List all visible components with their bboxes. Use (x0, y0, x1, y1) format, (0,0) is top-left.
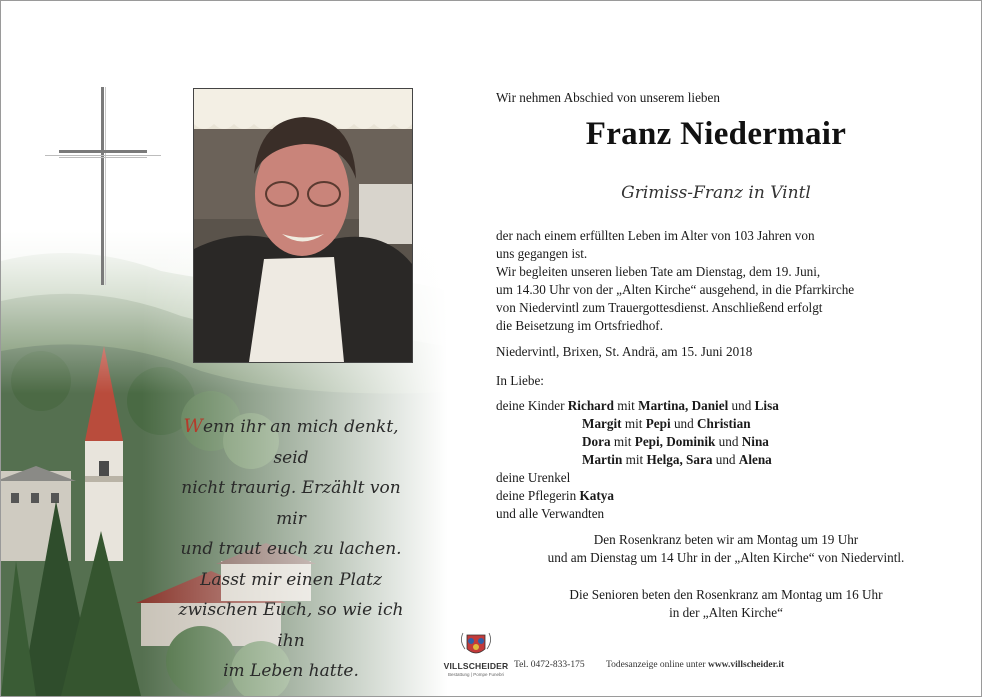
family-row: Martin mit Helga, Sara und Alena (582, 452, 772, 467)
body-line: der nach einem erfüllten Leben im Alter von 103 Jahren von (496, 228, 815, 243)
poem-line-5: zwischen Euch, so wie ich ihn (178, 600, 404, 651)
cross-icon (45, 87, 163, 287)
phone-number: Tel. 0472-833-175 (514, 660, 585, 670)
nickname: Grimiss-Franz in Vintl (621, 183, 811, 203)
poem-line-2: nicht traurig. Erzählt von mir (181, 478, 401, 529)
senior-line: in der „Alten Kirche“ (669, 605, 783, 620)
poem-initial: W (183, 415, 203, 437)
in-liebe-label: In Liebe: (496, 373, 544, 388)
poem-line-3: und traut euch zu lachen. (180, 539, 402, 559)
rosary-line: Den Rosenkranz beten wir am Montag um 19 Uhr (593, 532, 859, 547)
body-line: uns gegangen ist. (496, 246, 588, 261)
body-line: von Niedervintl zum Trauergottesdienst. Anschließend erfolgt (496, 300, 823, 315)
brand-subtitle: Bestattung | Pompe Funebri (448, 672, 504, 677)
deceased-name: Franz Niedermair (585, 116, 847, 152)
memorial-poem (173, 411, 409, 687)
family-list (496, 397, 936, 523)
senior-rosary-notice (496, 586, 956, 622)
notice-body (496, 227, 936, 335)
family-row: deine Pflegerin Katya (496, 488, 614, 503)
poem-line-1: Wenn ihr an mich denkt, seid (183, 415, 399, 468)
website-line: Todesanzeige online unter www.villscheider.it (606, 660, 785, 670)
place-date: Niedervintl, Brixen, St. Andrä, am 15. Juni 2018 (496, 344, 753, 359)
poem-line-4: Lasst mir einen Platz (200, 569, 382, 590)
family-row: Dora mit Pepi, Dominik und Nina (582, 434, 769, 449)
brand-name: VILLSCHEIDER (443, 661, 509, 671)
body-line: um 14.30 Uhr von der „Alten Kirche“ ausgehend, in die Pfarrkirche (496, 282, 855, 297)
poem-line-6: im Leben hatte. (223, 661, 359, 681)
website-link[interactable]: www.villscheider.it (707, 660, 785, 670)
family-row: deine Kinder Richard mit Martina, Daniel und Lisa (496, 398, 779, 413)
family-row: und alle Verwandten (496, 506, 605, 521)
family-row: Margit mit Pepi und Christian (582, 416, 751, 431)
body-line: die Beisetzung im Ortsfriedhof. (496, 318, 664, 333)
rosary-notice (496, 531, 956, 567)
intro-line: Wir nehmen Abschied von unserem lieben (496, 90, 720, 105)
family-row: deine Urenkel (496, 470, 571, 485)
body-line: Wir begleiten unseren lieben Tate am Dienstag, dem 19. Juni, (496, 264, 821, 279)
senior-line: Die Senioren beten den Rosenkranz am Montag um 16 Uhr (569, 587, 883, 602)
rosary-line: und am Dienstag um 14 Uhr in der „Alten Kirche“ von Niedervintl. (547, 550, 905, 565)
portrait-photo (193, 88, 413, 363)
